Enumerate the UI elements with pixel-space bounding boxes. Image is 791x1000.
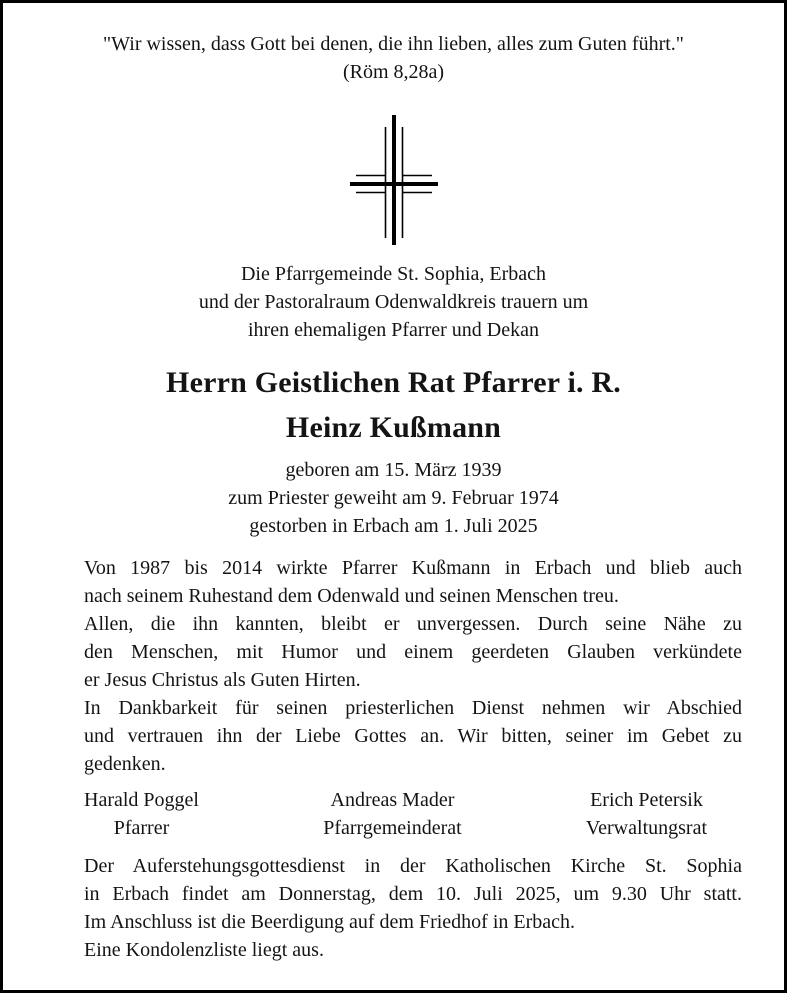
signatory <box>586 786 707 842</box>
signatory-name: Harald Poggel <box>84 789 199 811</box>
scripture-quote-block <box>3 30 784 86</box>
funeral-service-line: in Erbach findet am Donnerstag, dem 10. Juli 2025, um 9.30 Uhr statt. <box>84 883 742 905</box>
obituary-text-block <box>84 554 742 778</box>
signatory-role: Pfarrgemeinderat <box>323 817 462 839</box>
signatory-role: Pfarrer <box>113 817 170 839</box>
mourning-organization-line: Die Pfarrgemeinde St. Sophia, Erbach <box>240 263 547 285</box>
life-dates-block <box>3 456 784 540</box>
birth-line: geboren am 15. März 1939 <box>285 459 502 481</box>
mourning-organization-block <box>3 260 784 344</box>
obituary-text-line: In Dankbarkeit für seinen priesterlichen Dienst nehmen wir Abschied <box>84 697 742 719</box>
deceased-title: Herrn Geistlichen Rat Pfarrer i. R. <box>166 366 621 399</box>
mourning-organization-line: und der Pastoralraum Odenwaldkreis trauern um <box>198 291 589 313</box>
scripture-quote: "Wir wissen, dass Gott bei denen, die ihn lieben, alles zum Guten führt." <box>103 33 684 55</box>
funeral-service-line: Der Auferstehungsgottesdienst in der Katholischen Kirche St. Sophia <box>84 855 742 877</box>
obituary-text-line: Von 1987 bis 2014 wirkte Pfarrer Kußmann in Erbach und blieb auch <box>84 557 742 579</box>
signatory <box>84 786 199 842</box>
signatory <box>323 786 461 842</box>
funeral-service-line: Eine Kondolenzliste liegt aus. <box>84 939 324 961</box>
notice-content <box>3 3 784 964</box>
cross-icon-graphic <box>349 114 439 246</box>
obituary-text-line: Allen, die ihn kannten, bleibt er unvergessen. Durch seine Nähe zu <box>84 613 742 635</box>
scripture-reference: (Röm 8,28a) <box>342 61 445 83</box>
funeral-service-block <box>84 852 742 964</box>
signatory-name: Erich Petersik <box>590 789 703 811</box>
mourning-organization-line: ihren ehemaligen Pfarrer und Dekan <box>248 319 539 341</box>
obituary-text-line: und vertrauen ihn der Liebe Gottes an. Wir bitten, seiner im Gebet zu <box>84 725 742 747</box>
obituary-text-line: er Jesus Christus als Guten Hirten. <box>84 669 361 691</box>
obituary-text-line: nach seinem Ruhestand dem Odenwald und seinen Menschen treu. <box>84 585 619 607</box>
obituary-text-line: den Menschen, mit Humor und einem geerdeten Glauben verkündete <box>84 641 742 663</box>
cross-icon <box>3 114 784 246</box>
signatories-row <box>84 786 707 842</box>
obituary-text-line: gedenken. <box>84 753 166 775</box>
death-line: gestorben in Erbach am 1. Juli 2025 <box>249 515 538 537</box>
deceased-heading <box>3 360 784 450</box>
signatory-role: Verwaltungsrat <box>585 817 707 839</box>
deceased-name: Heinz Kußmann <box>285 411 502 444</box>
signatory-name: Andreas Mader <box>330 789 455 811</box>
ordination-line: zum Priester geweiht am 9. Februar 1974 <box>228 487 559 509</box>
funeral-service-line: Im Anschluss ist die Beerdigung auf dem Friedhof in Erbach. <box>84 911 576 933</box>
